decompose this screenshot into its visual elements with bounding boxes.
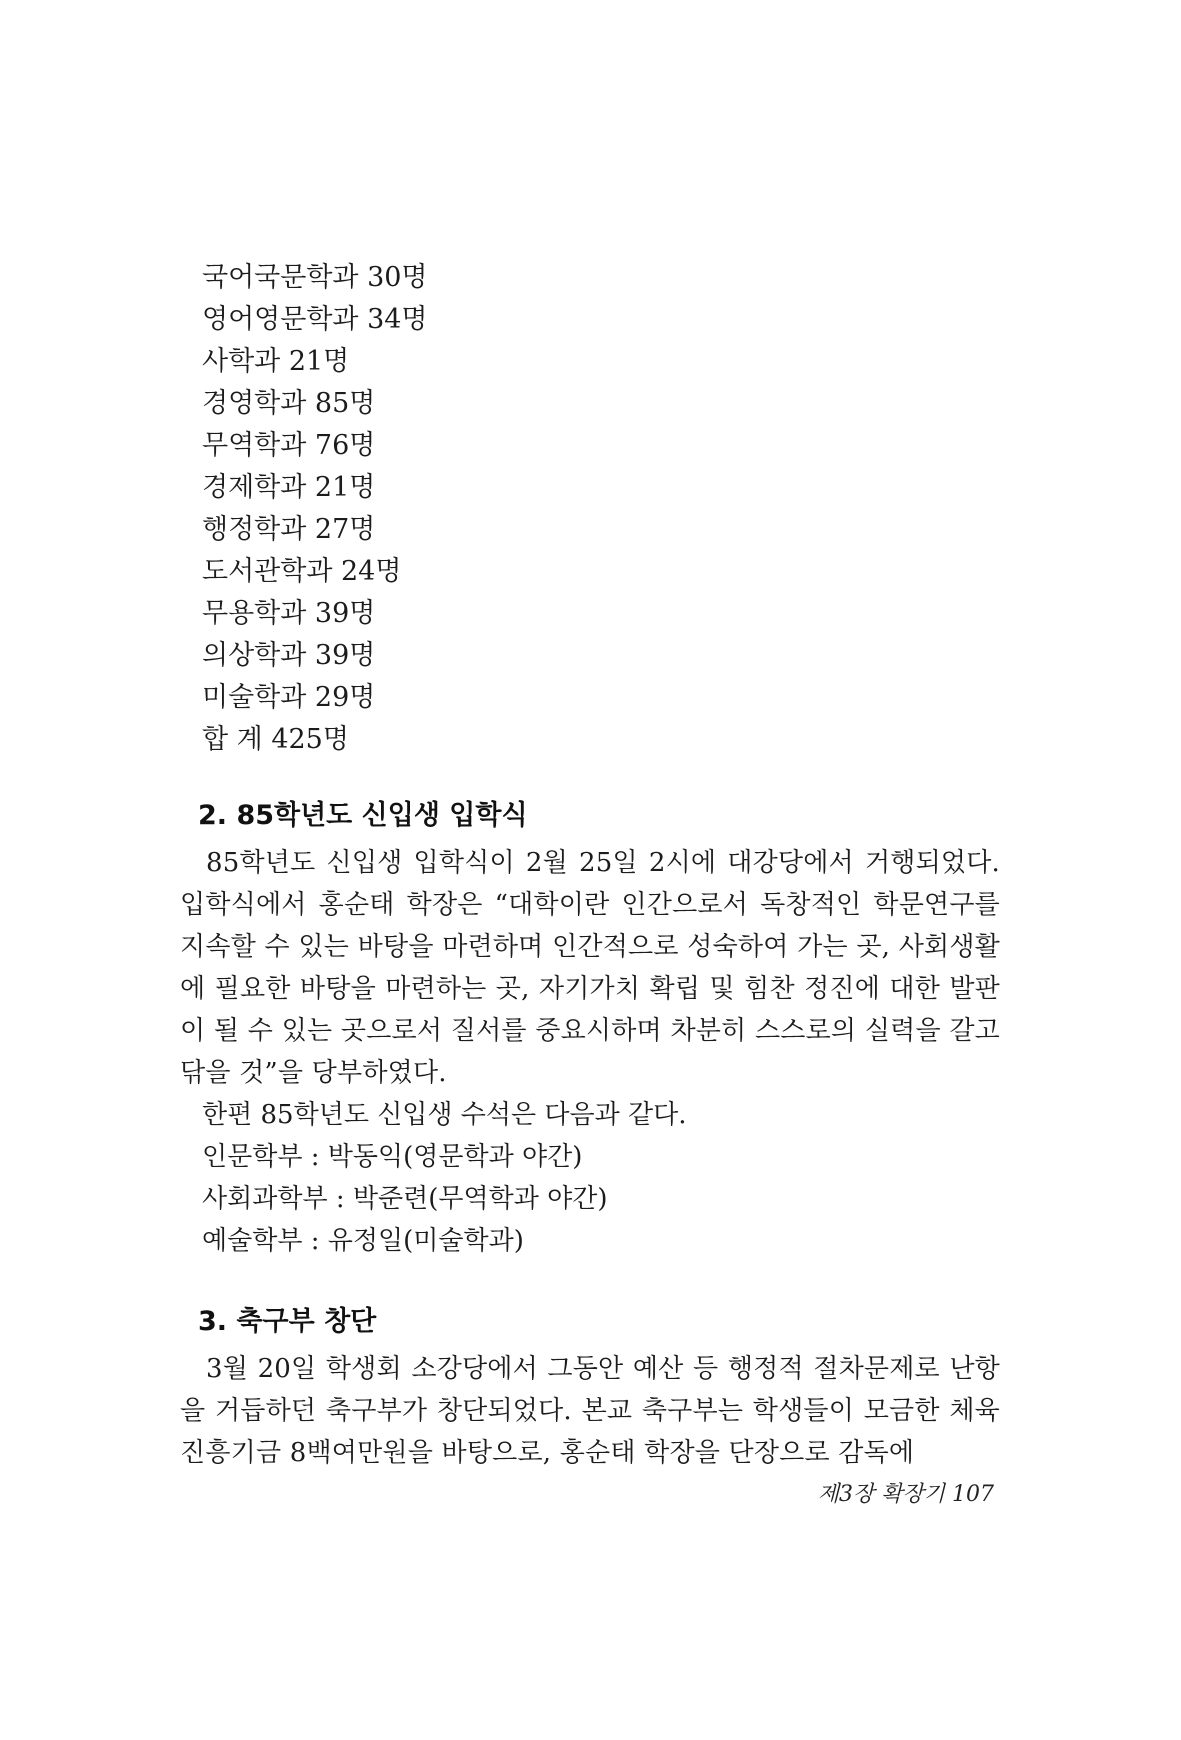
department-enrollment-list <box>202 257 428 761</box>
list-item: 무역학과 76명 <box>202 430 376 461</box>
list-item: 경제학과 21명 <box>202 472 376 503</box>
list-item: 영어영문학과 34명 <box>202 304 428 335</box>
list-item: 사학과 21명 <box>202 346 350 377</box>
total-item: 합 계 425명 <box>202 724 349 755</box>
list-item: 경영학과 85명 <box>202 388 376 419</box>
list-item: 국어국문학과 30명 <box>202 262 428 293</box>
list-item: 미술학과 29명 <box>202 682 376 713</box>
top-student-line: 예술학부 : 유정일(미술학과) <box>202 1226 524 1256</box>
list-item: 행정학과 27명 <box>202 514 376 545</box>
section-entrance-ceremony <box>180 796 1000 1262</box>
top-student-line: 사회과학부 : 박준련(무역학과 야간) <box>202 1184 608 1214</box>
section-soccer-club <box>180 1302 1000 1474</box>
list-item: 의상학과 39명 <box>202 640 376 671</box>
top-student-line: 인문학부 : 박동익(영문학과 야간) <box>202 1142 583 1172</box>
list-item: 도서관학과 24명 <box>202 556 402 587</box>
intro-line: 한편 85학년도 신입생 수석은 다음과 같다. <box>202 1100 687 1130</box>
section-heading: 3. 축구부 창단 <box>198 1306 377 1337</box>
section-paragraph: 3월 20일 학생회 소강당에서 그동안 예산 등 행정적 절차문제로 난항을 거듭하던 축구부가 창단되었다. 본교 축구부는 학생들이 모금한 체육진흥기금 8백여만원을 바탕으로, 홍순태 학장을 단장으로 감독에 <box>180 1354 1000 1468</box>
running-footer: 제3장 확장기 107 <box>817 1482 994 1507</box>
section-heading: 2. 85학년도 신입생 입학식 <box>198 800 528 831</box>
section-paragraph: 85학년도 신입생 입학식이 2월 25일 2시에 대강당에서 거행되었다. 입학식에서 홍순태 학장은 “대학이란 인간으로서 독창적인 학문연구를 지속할 수 있는 바탕을 마련하며 인간적으로 성숙하여 가는 곳, 사회생활에 필요한 바탕을 마련하는 곳, 자기가치 확립 및 힘찬 정진에 대한 발판이 될 수 있는 곳으로서 질서를 중요시하며 차분히 스스로의 실력을 갈고 닦을 것”을 당부하였다. <box>180 848 1000 1088</box>
list-item: 무용학과 39명 <box>202 598 376 629</box>
